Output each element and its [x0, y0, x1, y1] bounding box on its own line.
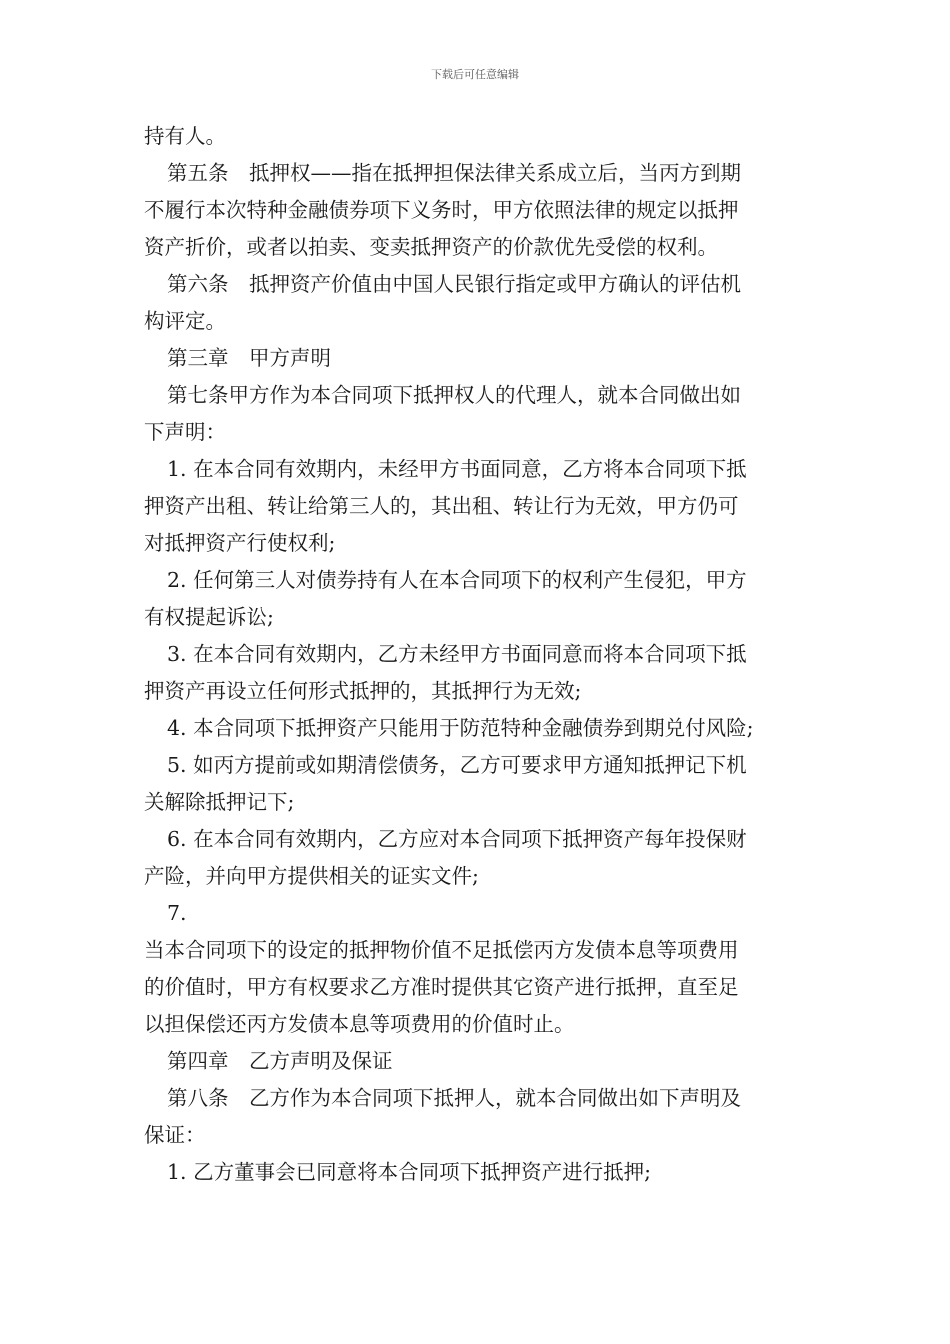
text-line: 的价值时，甲方有权要求乙方准时提供其它资产进行抵押，直至足 — [144, 975, 739, 999]
text-line: 押资产出租、转让给第三人的，其出租、转让行为无效，甲方仍可 — [144, 494, 739, 518]
text-line: 第五条 抵押权——指在抵押担保法律关系成立后，当丙方到期 — [167, 161, 741, 185]
text-line: 第四章 乙方声明及保证 — [167, 1049, 393, 1073]
text-line: 保证： — [144, 1123, 206, 1147]
text-line: 第六条 抵押资产价值由中国人民银行指定或甲方确认的评估机 — [167, 272, 741, 296]
text-line: 构评定。 — [144, 309, 226, 333]
text-line: 当本合同项下的设定的抵押物价值不足抵偿丙方发债本息等项费用 — [144, 938, 739, 962]
text-line: 不履行本次特种金融债券项下义务时，甲方依照法律的规定以抵押 — [144, 198, 739, 222]
text-line: 第七条甲方作为本合同项下抵押权人的代理人，就本合同做出如 — [167, 383, 741, 407]
text-line: 1. 乙方董事会已同意将本合同项下抵押资产进行抵押; — [167, 1160, 651, 1184]
text-line: 1. 在本合同有效期内，未经甲方书面同意，乙方将本合同项下抵 — [167, 457, 747, 481]
text-line: 资产折价，或者以拍卖、变卖抵押资产的价款优先受偿的权利。 — [144, 235, 718, 259]
document-body — [144, 118, 808, 1191]
text-line: 押资产再设立任何形式抵押的，其抵押行为无效; — [144, 679, 582, 703]
text-line: 第八条 乙方作为本合同项下抵押人，就本合同做出如下声明及 — [167, 1086, 741, 1110]
text-line: 以担保偿还丙方发债本息等项费用的价值时止。 — [144, 1012, 575, 1036]
text-line: 2. 任何第三人对债券持有人在本合同项下的权利产生侵犯，甲方 — [167, 568, 747, 592]
text-line: 关解除抵押记下; — [144, 790, 295, 814]
text-line: 产险，并向甲方提供相关的证实文件; — [144, 864, 479, 888]
text-line: 持有人。 — [144, 124, 226, 148]
text-line: 下声明： — [144, 420, 226, 444]
text-line: 3. 在本合同有效期内，乙方未经甲方书面同意而将本合同项下抵 — [167, 642, 747, 666]
text-line: 第三章 甲方声明 — [167, 346, 331, 370]
text-line: 7. — [167, 901, 187, 925]
text-line: 5. 如丙方提前或如期清偿债务，乙方可要求甲方通知抵押记下机 — [167, 753, 747, 777]
text-line: 有权提起诉讼; — [144, 605, 274, 629]
text-line: 4. 本合同项下抵押资产只能用于防范特种金融债券到期兑付风险; — [167, 716, 754, 740]
text-line: 6. 在本合同有效期内，乙方应对本合同项下抵押资产每年投保财 — [167, 827, 747, 851]
text-line: 对抵押资产行使权利; — [144, 531, 336, 555]
page-header-note: 下载后可任意编辑 — [431, 68, 519, 81]
